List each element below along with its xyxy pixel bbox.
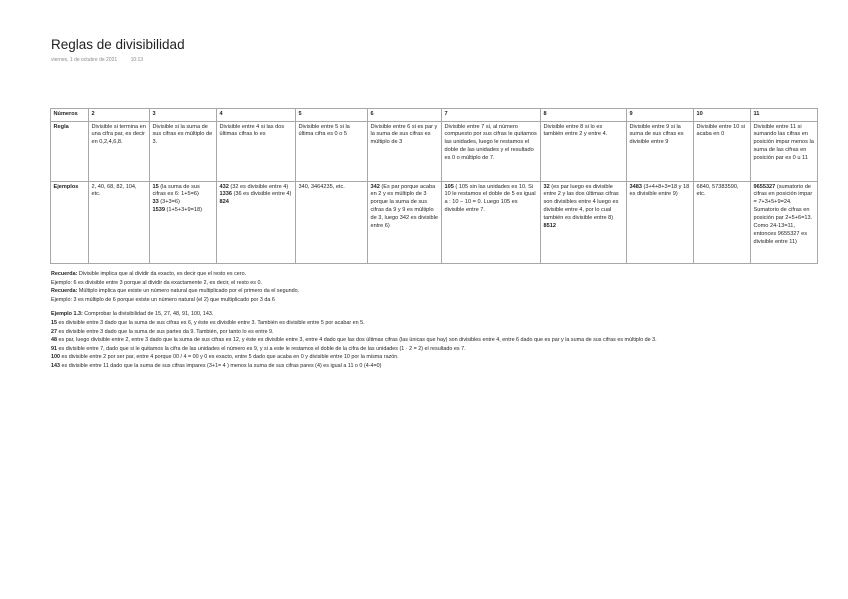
note-text: Múltiplo implica que existe un número natural que multiplicado por el primero da el segundo. — [77, 288, 300, 295]
table-cell[interactable] — [89, 122, 150, 182]
note-paragraph[interactable] — [51, 345, 841, 354]
cell-number: 3483 — [629, 183, 642, 190]
cell-number: 15 — [152, 183, 159, 190]
cell-line: Divisible entre 10 si acaba en 0 — [696, 123, 746, 138]
note-text: Ejemplo: 6 es divisible entre 3 porque al dividir da exactamente 2, es decir, el resto es 0. — [51, 279, 262, 286]
note-bold-text: Ejemplo 1.3: — [51, 311, 83, 318]
cell-line — [220, 184, 293, 192]
note-bold-text: 143 — [51, 362, 60, 369]
table-cell[interactable] — [150, 182, 217, 264]
table-cell[interactable] — [150, 122, 217, 182]
note-paragraph[interactable] — [51, 353, 841, 362]
header-cell[interactable]: Números — [51, 109, 89, 122]
cell-text: (es par luego es divisible entre 2 y las dos últimas cifras son divisibles entre 4 luego es divisible entre 4, por lo cual también es divisible entre 8) — [543, 183, 619, 222]
cell-line — [220, 191, 293, 199]
cell-line — [153, 207, 214, 215]
cell-text: (36 es divisible entre 4) — [231, 191, 292, 198]
table-cell[interactable] — [217, 182, 296, 264]
cell-number: 105 — [444, 183, 454, 190]
table-cell[interactable] — [368, 182, 442, 264]
note-text: es par, luego divisible entre 2, entre 3 dado que la suma de sus cifras es 12, y éste es divisible entre 3, entre 4 dado que las dos últimas cifras (las únicas que hay) son divisibles entre 4, entre 6 dado que es par y la suma de sus cifras es múltiplo de 3. — [57, 337, 657, 344]
page-date: viernes, 1 de octubre de 2021 — [51, 57, 118, 63]
cell-line: Divisible entre 7 si, al número compuesto por sus cifras le quitamos las unidades, luego le restamos el doble de las unidades y el resultado es 0 o múltiplo de 7. — [444, 123, 537, 162]
cell-text: (sumatorio de cifras en posición impar = 7+3+5+9=24. Sumatorio de cifras en posición par 2+5+6=13. Como 24-13=11, entonces 9655327 es divisible entre 11) — [753, 183, 813, 245]
table-cell[interactable] — [442, 182, 541, 264]
table-cell[interactable] — [296, 182, 368, 264]
notes-section — [51, 270, 841, 371]
note-paragraph[interactable] — [51, 279, 841, 288]
note-text: es divisible entre 2 por ser par, entre 4 porque 00 / 4 = 00 y 0 es exacto, entre 5 dado que acaba en 0 y divisible entre 10 por la misma razón. — [60, 354, 399, 361]
row-label-cell[interactable]: Regla — [51, 122, 89, 182]
table-cell[interactable] — [541, 122, 627, 182]
table-cell[interactable] — [442, 122, 541, 182]
cell-line — [630, 184, 691, 200]
cell-text: (32 es divisible entre 4) — [228, 183, 289, 190]
note-text: Divisible implica que al dividir da exacto, es decir que el resto es cero. — [77, 271, 247, 277]
cell-line: Divisible entre 5 si la última cifra es 0 o 5 — [298, 123, 350, 138]
table-cell[interactable] — [751, 122, 818, 182]
header-cell[interactable]: 11 — [751, 109, 818, 122]
note-text: es divisible entre 3 dado que la suma de sus partes da 9. También, por tanto lo es entre 9. — [57, 328, 274, 335]
header-cell[interactable]: 7 — [442, 109, 541, 122]
header-cell[interactable]: 6 — [368, 109, 442, 122]
header-cell[interactable]: 3 — [150, 109, 217, 122]
note-text: Comprobar la divisibilidad de 15, 27, 48, 91, 100, 143. — [82, 311, 214, 318]
table-cell[interactable] — [368, 122, 442, 182]
cell-line — [153, 184, 214, 200]
cell-line — [153, 199, 214, 207]
note-bold-text: 15 — [51, 319, 57, 326]
note-bold-text: 100 — [51, 354, 60, 361]
note-bold-text: Recuerda: — [51, 271, 78, 277]
table-cell[interactable] — [694, 122, 751, 182]
note-paragraph[interactable] — [51, 287, 841, 296]
note-paragraph[interactable] — [51, 328, 841, 337]
page-metadata — [51, 57, 143, 63]
cell-line — [445, 184, 538, 216]
cell-line — [754, 184, 815, 247]
cell-number: 432 — [219, 183, 229, 190]
page-time: 10:13 — [130, 57, 144, 63]
cell-line: Divisible entre 8 si lo es también entre 2 y entre 4. — [543, 123, 608, 138]
cell-line — [220, 199, 293, 207]
cell-number: 342 — [370, 183, 380, 190]
cell-line: Divisible entre 4 si las dos últimas cifras lo es — [219, 123, 285, 138]
table-cell[interactable] — [217, 122, 296, 182]
note-paragraph[interactable] — [51, 270, 841, 279]
cell-line: 2, 40, 68, 82, 104, etc. — [91, 183, 137, 198]
cell-number: 1336 — [219, 191, 232, 198]
cell-line: Divisible entre 6 si es par y la suma de sus cifras es múltiplo de 3 — [370, 123, 438, 146]
cell-line: 6840, 57383590, etc. — [696, 183, 739, 198]
cell-text: (la suma de sus cifras es 6: 1+5=6) — [152, 183, 200, 198]
header-cell[interactable]: 4 — [217, 109, 296, 122]
table-cell[interactable] — [751, 182, 818, 264]
note-paragraph[interactable] — [51, 336, 841, 345]
note-bold-text: 27 — [51, 328, 57, 335]
cell-number: 33 — [152, 199, 159, 206]
header-cell[interactable]: 9 — [627, 109, 694, 122]
cell-line: Divisible si termina en una cifra par, es decir en 0,2,4,6,8. — [91, 123, 146, 146]
table-cell[interactable] — [89, 182, 150, 264]
note-paragraph[interactable] — [51, 310, 841, 319]
divisibility-rules-table — [50, 108, 818, 264]
page-title[interactable]: Reglas de divisibilidad — [51, 37, 185, 52]
header-cell[interactable]: 10 — [694, 109, 751, 122]
table-cell[interactable] — [541, 182, 627, 264]
row-label-cell[interactable]: Ejemplos — [51, 182, 89, 264]
cell-number: 9655327 — [753, 183, 776, 190]
cell-number: 8512 — [543, 223, 556, 230]
cell-text: (1+5+3+9=18) — [164, 207, 202, 214]
header-cell[interactable]: 2 — [89, 109, 150, 122]
table-row-regla — [51, 122, 818, 182]
table-cell[interactable] — [694, 182, 751, 264]
note-paragraph[interactable] — [51, 319, 841, 328]
table-cell[interactable] — [296, 122, 368, 182]
cell-text: ( 105 sin las unidades es 10. Si 10 le restamos el doble de 5 es igual a : 10 − 10 = 0. Luego 105 es divisible entre 7. — [444, 183, 536, 214]
cell-text: (3+4+8+3=18 y 18 es divisible entre 9) — [629, 183, 690, 198]
cell-line — [544, 184, 624, 224]
cell-line: Divisible entre 11 si sumando las cifras en posición impar menos la suma de las cifras en posición par es 0 u 11 — [753, 123, 814, 162]
cell-line — [544, 223, 624, 231]
note-bold-text: 48 — [51, 337, 57, 344]
cell-line: Divisible entre 9 si la suma de sus cifras es divisible entre 9 — [629, 123, 684, 146]
cell-line: 340, 3464235, etc. — [298, 183, 345, 190]
cell-number: 1539 — [152, 207, 165, 214]
table-header-row — [51, 109, 818, 122]
note-bold-text: 91 — [51, 345, 57, 352]
cell-line — [371, 184, 439, 231]
cell-number: 824 — [219, 199, 229, 206]
header-cell[interactable]: 8 — [541, 109, 627, 122]
table-row-ejemplos — [51, 182, 818, 264]
cell-text: (Es par porque acaba en 2 y es múltiplo de 3 porque la suma de sus cifras da 9 y 9 es múltiplo de 3, luego 342 es divisible entre 6) — [370, 183, 438, 230]
note-text: es divisible entre 3 dado que la suma de sus cifras es 6, y éste es divisible entre 3. También es divisible entre 5 por acabar en 5. — [57, 319, 365, 326]
note-bold-text: Recuerda: — [51, 288, 78, 295]
note-text: es divisible entre 7, dado que si le quitamos la cifra de las unidades el número es 9, y si a este le restamos el doble de la cifra de las unidades (1 · 2 = 2) el resultado es 7. — [57, 345, 466, 352]
header-cell[interactable]: 5 — [296, 109, 368, 122]
table-cell[interactable] — [627, 182, 694, 264]
cell-line: Divisible si la suma de sus cifras es múltiplo de 3. — [152, 123, 213, 146]
note-text: Ejemplo: 3 es múltiplo de 6 porque existe un número natural (el 2) que multiplicado por 3 da 6 — [51, 296, 275, 303]
note-paragraph[interactable] — [51, 296, 841, 305]
note-text: es divisible entre 11 dado que la suma de sus cifras impares (3+1= 4 ) menos la suma de sus cifras pares (4) es igual a 11 o 0 (4-4=0) — [60, 362, 382, 369]
table-cell[interactable] — [627, 122, 694, 182]
note-paragraph[interactable] — [51, 362, 841, 371]
cell-text: (3+3=6) — [158, 199, 180, 206]
cell-number: 32 — [543, 183, 550, 190]
